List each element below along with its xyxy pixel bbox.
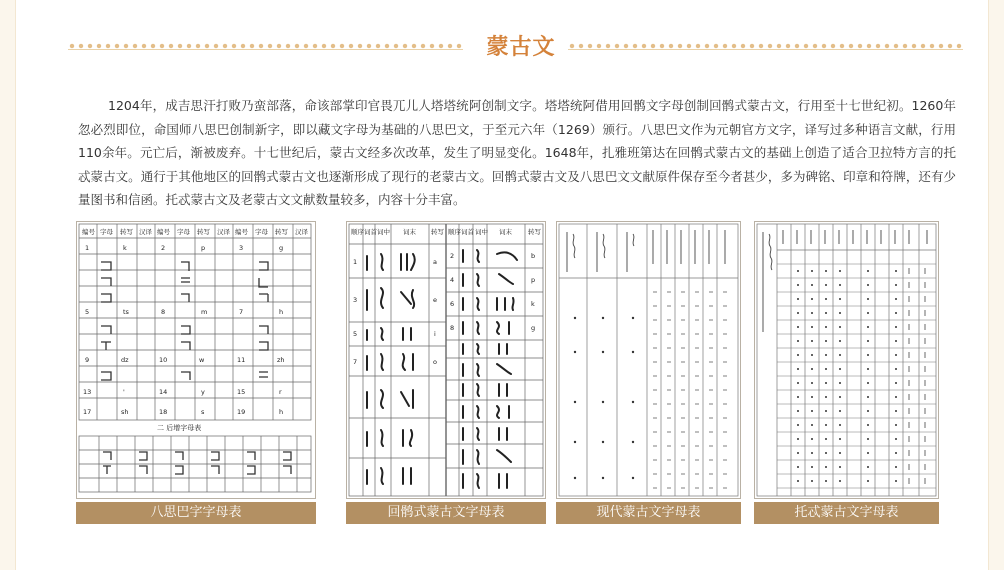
uyghur-table-image (346, 221, 546, 499)
ph-cell: sh (121, 408, 129, 416)
ph-cell: 18 (159, 408, 168, 416)
ph-header: 字母 (100, 228, 113, 236)
ug-header: 词首 (461, 228, 474, 236)
intro-paragraph: 1204年，成吉思汗打败乃蛮部落，命该部掌印官畏兀儿人塔塔统阿创制文字。塔塔统阿借用回鹘文字母创制回鹘式蒙古文，行用至十七世纪初。1260年忽必烈即位，命国师八思巴创制新字，即以藏文字母为基础的八思巴文，于至元六年（1269）颁行。八思巴文作为元朝官方文字，译写过多种语言文献，行用110余年。元亡后，渐被废弃。十七世纪后，蒙古文经多次改革，发生了明显变化。1648年，扎雅班第达在回鹘式蒙古文的基础上创造了适合卫拉特方言的托忒蒙古文。通行于其他地区的回鹘式蒙古文也逐渐形成了现行的老蒙古文。回鹘式蒙古文及八思巴文文献原件保存至今者甚少，多为碑铭、印章和符牌，还有少量图书和信函。托忒蒙古文及老蒙古文文献数量较多，内容十分丰富。 (78, 98, 956, 207)
ph-header: 字母 (255, 228, 268, 236)
ph-cell: s (201, 408, 205, 416)
ph-cell: p (201, 244, 206, 252)
modern-table (557, 222, 740, 498)
ug-header: 转写 (528, 228, 541, 236)
ug-cell: 6 (450, 300, 455, 308)
ph-cell: m (201, 308, 208, 316)
ug-cell: p (531, 276, 536, 284)
ph-header: 编号 (157, 228, 170, 236)
ph-cell: 2 (161, 244, 166, 252)
ph-cell: ts (123, 308, 129, 316)
ph-header: 编号 (82, 228, 95, 236)
ug-cell: i (434, 330, 436, 338)
ph-cell: 14 (159, 388, 168, 396)
ph-cell: 1 (85, 244, 90, 252)
ph-subtitle: 二 后增字母表 (157, 424, 202, 432)
title-bar (56, 26, 966, 66)
ph-cell: ' (123, 388, 125, 396)
ph-cell: 17 (83, 408, 92, 416)
ug-header: 词首 (364, 228, 377, 236)
ph-cell: 3 (239, 244, 244, 252)
modern-marks (653, 292, 727, 488)
ph-header: 转写 (120, 228, 133, 236)
ph-cell: h (279, 408, 284, 416)
ug-header: 词末 (499, 228, 512, 236)
ph-cell: 7 (239, 308, 244, 316)
ug-header: 转写 (431, 228, 444, 236)
ph-cell: 10 (159, 356, 168, 364)
todo-caption: 托忒蒙古文字母表 (754, 502, 939, 524)
ug-cell: k (531, 300, 535, 308)
ug-header: 词末 (403, 228, 416, 236)
todo-table-image (754, 221, 939, 499)
ph-cell: y (201, 388, 205, 396)
ug-header: 词中 (475, 228, 488, 236)
ug-cell: b (531, 252, 536, 260)
uyghur-caption: 回鹘式蒙古文字母表 (346, 502, 546, 524)
content-frame (16, 0, 988, 570)
todo-table (755, 222, 938, 498)
ph-cell: h (279, 308, 284, 316)
ph-cell: 8 (161, 308, 166, 316)
ug-cell: g (531, 324, 536, 332)
ph-header: 转写 (197, 228, 210, 236)
modern-dots (574, 317, 634, 479)
ph-header: 汉译 (217, 228, 230, 236)
ph-glyphs (101, 262, 291, 474)
ug-cell: o (433, 358, 437, 366)
ph-header: 汉译 (139, 228, 152, 236)
uyghur-table (347, 222, 545, 498)
ph-cell: dz (121, 356, 129, 364)
ph-header: 编号 (235, 228, 248, 236)
ph-cell: 11 (237, 356, 246, 364)
phags-pa-table (77, 222, 315, 498)
ph-cell: 13 (83, 388, 92, 396)
ug-cell: e (433, 296, 437, 304)
ug-cell: 4 (450, 276, 455, 284)
modern-table-image (556, 221, 741, 499)
ug-header: 词中 (377, 228, 390, 236)
ph-cell: 9 (85, 356, 90, 364)
ph-header: 字母 (177, 228, 190, 236)
modern-header-glyphs (567, 230, 725, 272)
ph-header: 汉译 (295, 228, 308, 236)
ph-cell: 15 (237, 388, 246, 396)
modern-caption: 现代蒙古文字母表 (556, 502, 741, 524)
left-ornament-line (68, 49, 463, 50)
page-title: 蒙古文 (486, 34, 556, 60)
ug-cell: 5 (353, 330, 358, 338)
ph-cell: zh (277, 356, 285, 364)
ug-cell: 3 (353, 296, 358, 304)
ug-cell: a (433, 258, 437, 266)
ug-cell: 8 (450, 324, 455, 332)
ph-cell: g (279, 244, 284, 252)
ug-cell: 7 (353, 358, 358, 366)
ug-glyphs (367, 250, 517, 488)
ph-cell: 5 (85, 308, 90, 316)
ph-cell: k (123, 244, 127, 252)
ug-header: 顺序 (351, 228, 364, 236)
ug-cell: 1 (353, 258, 358, 266)
todo-header-glyphs (763, 230, 927, 332)
phags-pa-table-image (76, 221, 316, 499)
ph-cell: 19 (237, 408, 246, 416)
alphabet-plates (76, 221, 956, 526)
ph-cell: r (279, 388, 282, 396)
ug-header: 顺序 (448, 228, 461, 236)
ph-header: 转写 (275, 228, 288, 236)
ph-cell: w (199, 356, 205, 364)
todo-rowlines (777, 264, 936, 488)
ug-cell: 2 (450, 252, 455, 260)
right-ornament-line (568, 49, 963, 50)
phags-pa-caption: 八思巴字字母表 (76, 502, 316, 524)
